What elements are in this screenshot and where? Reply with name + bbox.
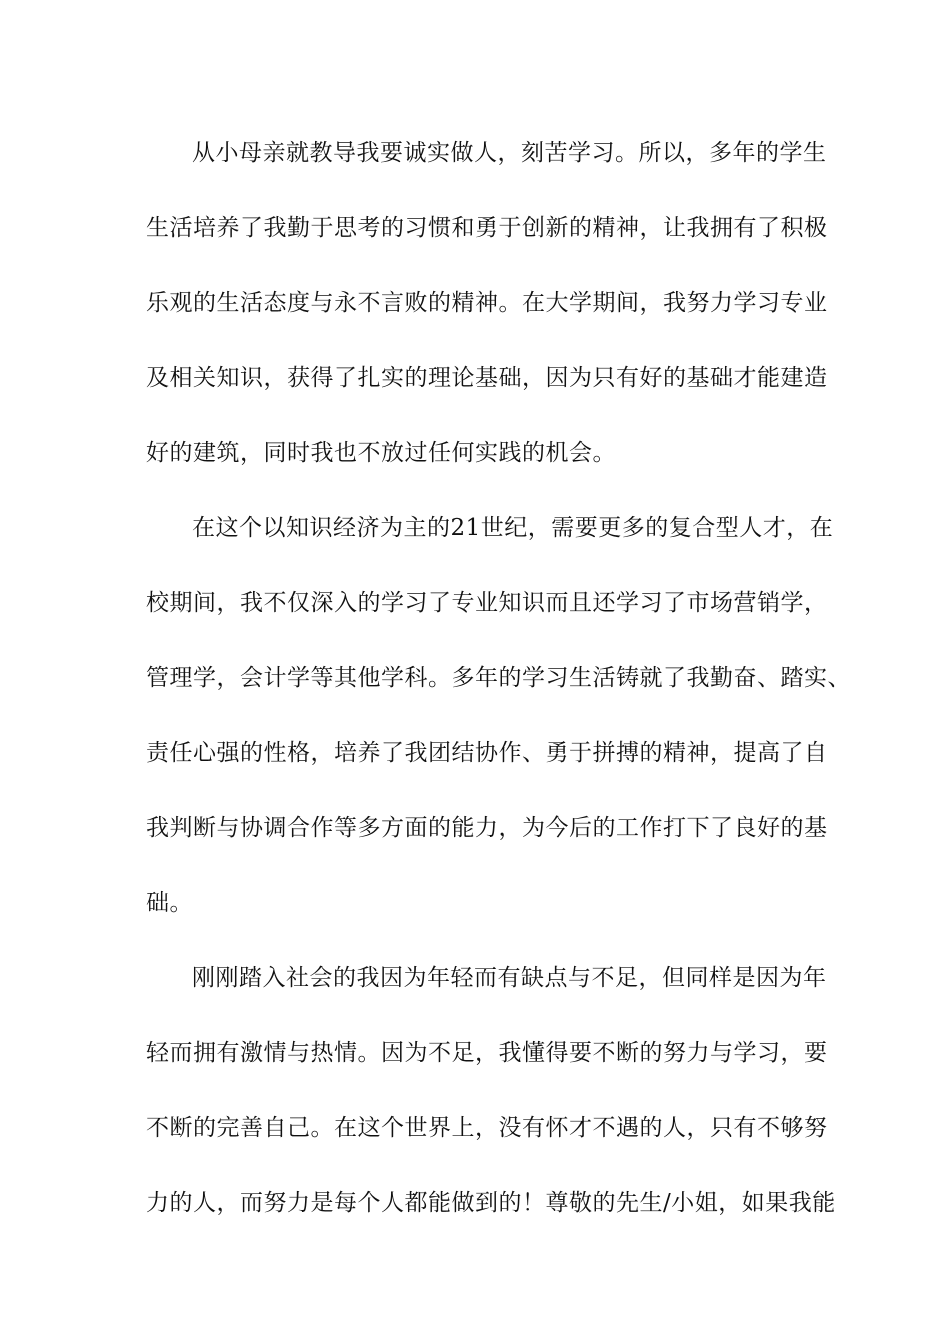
paragraph-3-line-2: 轻而拥有激情与热情。因为不足，我懂得要不断的努力与学习，要	[146, 1040, 828, 1066]
paragraph-3-line-4: 力的人，而努力是每个人都能做到的！尊敬的先生/小姐，如果我能	[146, 1190, 836, 1216]
paragraph-2-line-6: 础。	[146, 890, 193, 916]
paragraph-1-line-4: 及相关知识，获得了扎实的理论基础，因为只有好的基础才能建造	[146, 365, 828, 391]
paragraph-2-line-3: 管理学，会计学等其他学科。多年的学习生活铸就了我勤奋、踏实、	[146, 665, 851, 691]
paragraph-2-line-4: 责任心强的性格，培养了我团结协作、勇于拼搏的精神，提高了自	[146, 740, 828, 766]
paragraph-3-line-3: 不断的完善自己。在这个世界上，没有怀才不遇的人，只有不够努	[146, 1115, 828, 1141]
paragraph-1-line-1: 从小母亲就教导我要诚实做人，刻苦学习。所以，多年的学生	[192, 140, 827, 166]
paragraph-1-line-5: 好的建筑，同时我也不放过任何实践的机会。	[146, 440, 616, 466]
paragraph-2-line-2: 校期间，我不仅深入的学习了专业知识而且还学习了市场营销学，	[146, 590, 828, 616]
paragraph-1-line-3: 乐观的生活态度与永不言败的精神。在大学期间，我努力学习专业	[146, 290, 828, 316]
paragraph-3-line-1: 刚刚踏入社会的我因为年轻而有缺点与不足，但同样是因为年	[192, 965, 827, 991]
paragraph-2-line-1: 在这个以知识经济为主的21世纪，需要更多的复合型人才，在	[192, 515, 834, 541]
paragraph-1-line-2: 生活培养了我勤于思考的习惯和勇于创新的精神，让我拥有了积极	[146, 215, 828, 241]
document-body	[146, 130, 851, 1255]
paragraph-2-line-5: 我判断与协调合作等多方面的能力，为今后的工作打下了良好的基	[146, 815, 828, 841]
